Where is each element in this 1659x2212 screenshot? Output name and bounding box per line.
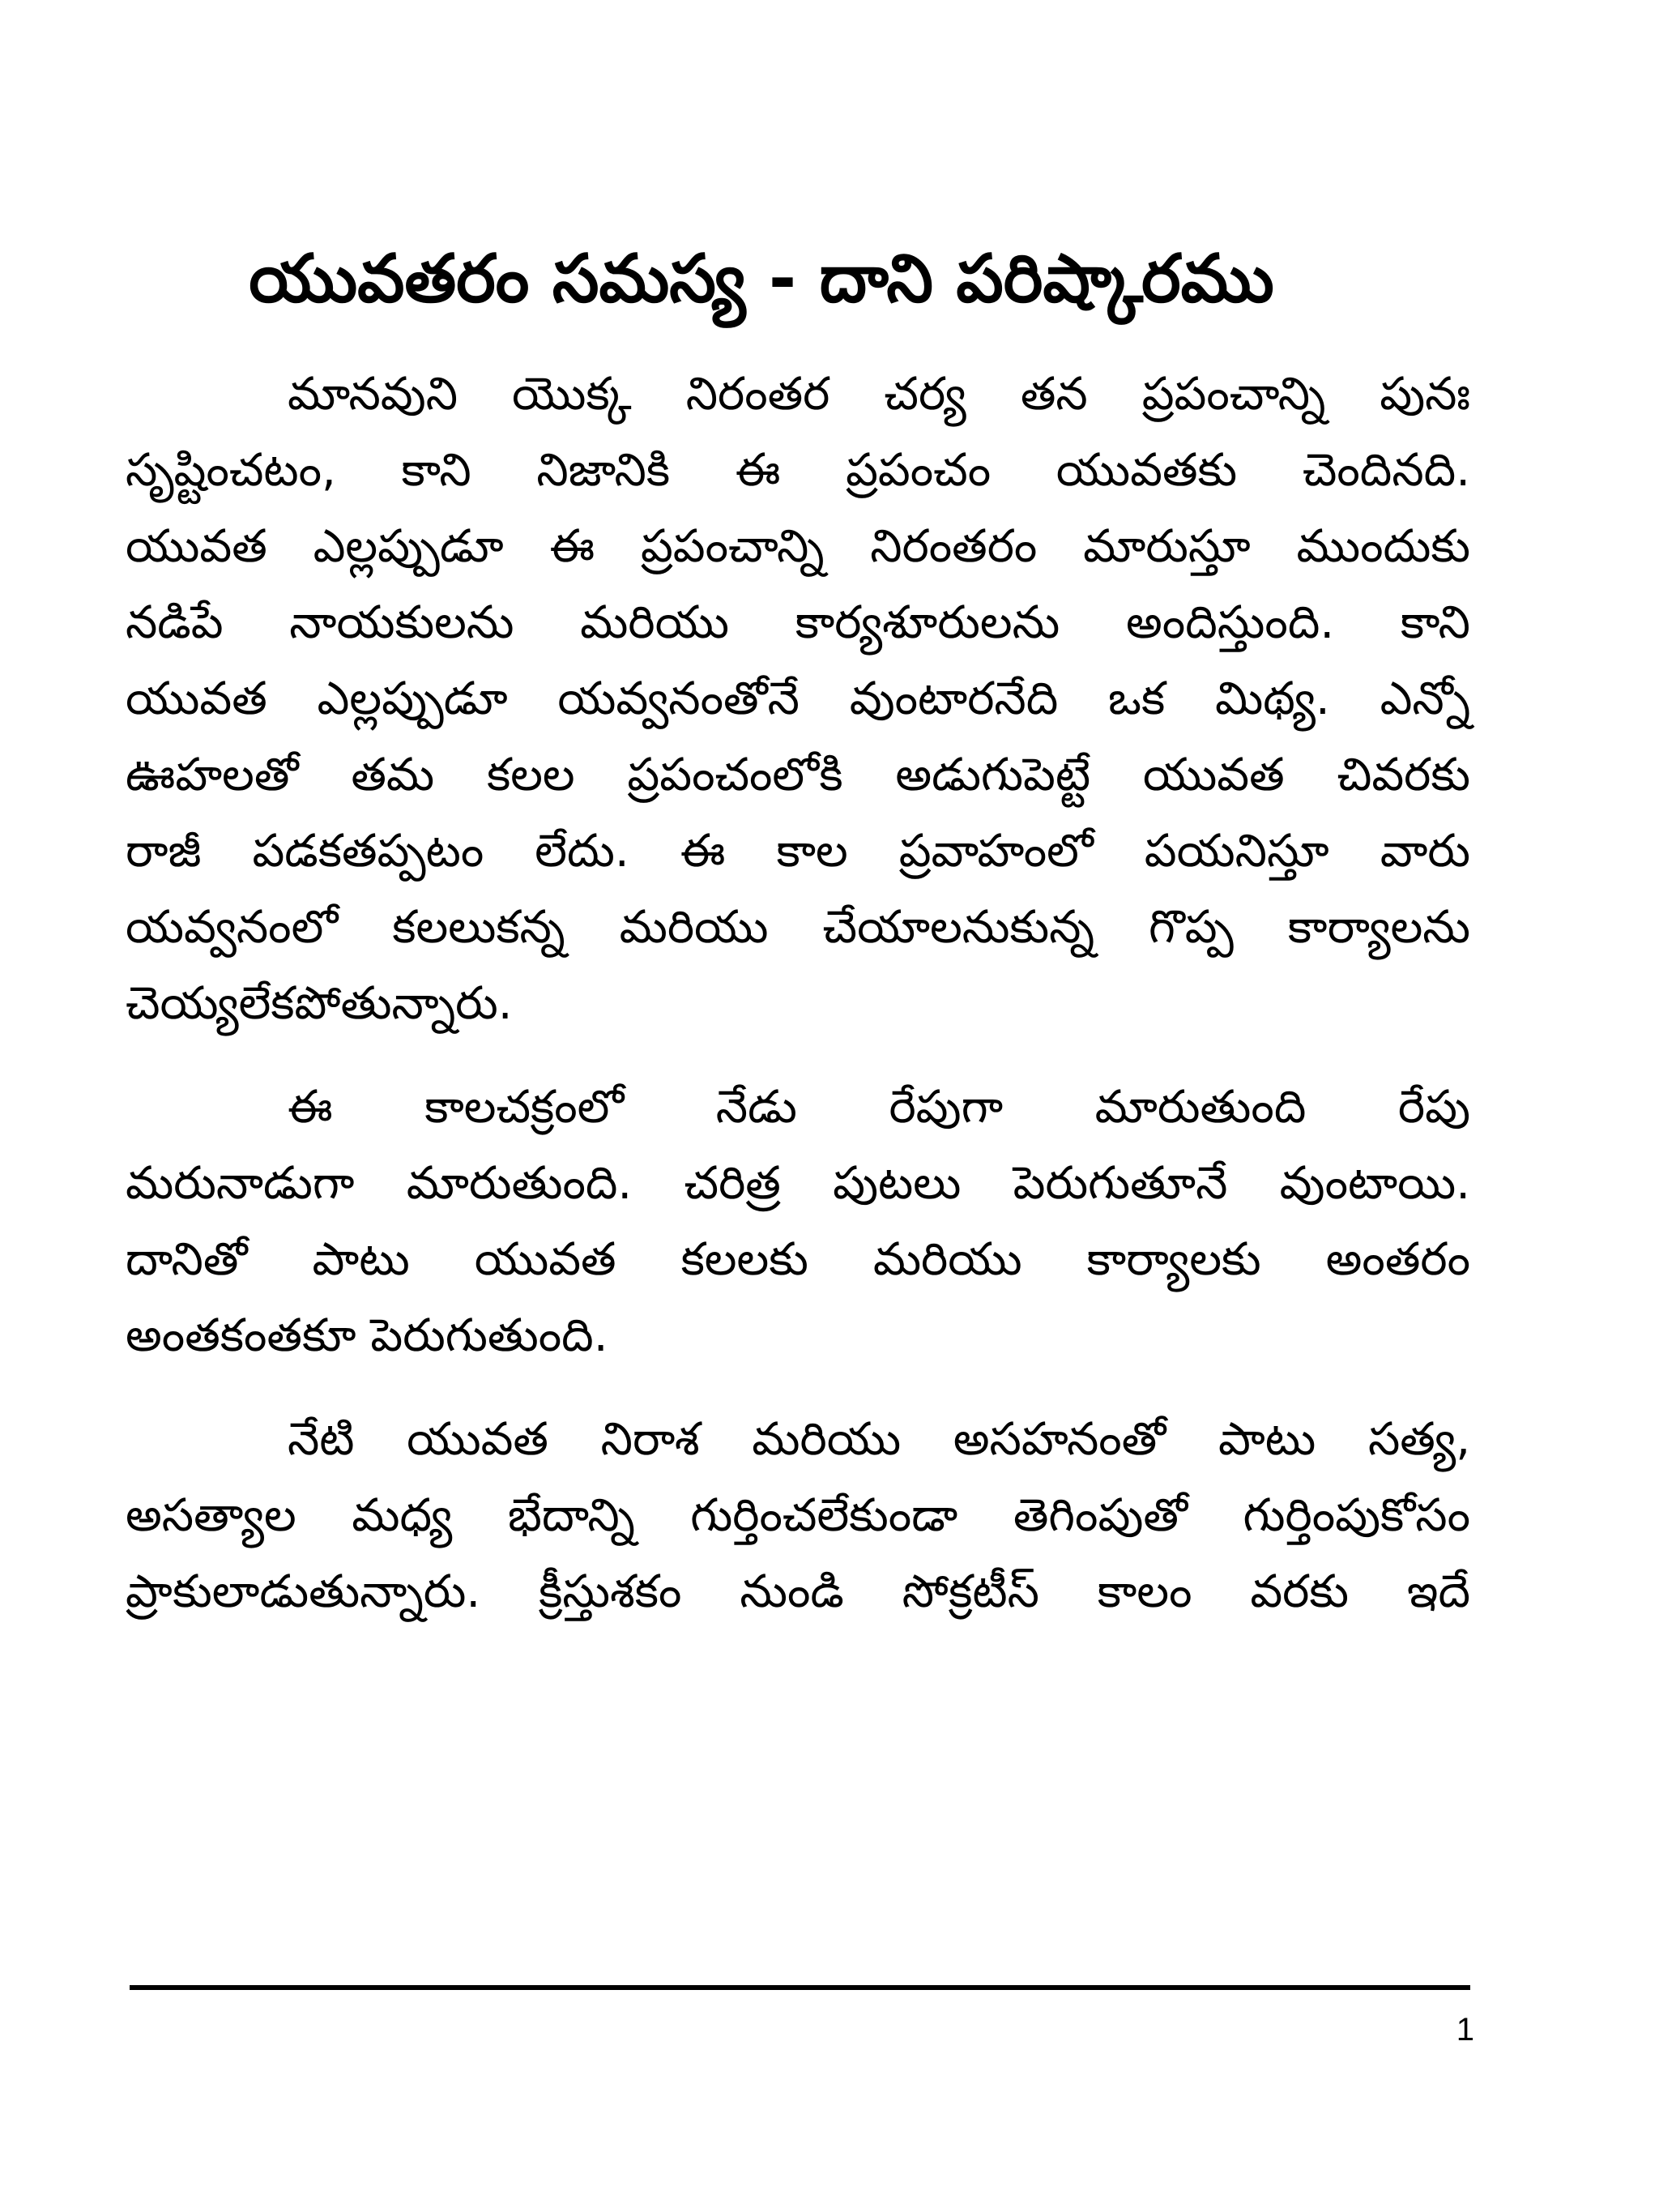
footer-divider [130,1985,1470,1990]
text-line: రాజీ పడకతప్పటం లేదు. ఈ కాల ప్రవాహంలో పయనిస్తూ వారు [126,825,1470,878]
page-number: 1 [1456,2012,1474,2048]
text-line: ఈ కాలచక్రంలో నేడు రేపుగా మారుతుంది రేపు [288,1081,1470,1134]
paragraph-gap [126,1374,1470,1402]
text-line: యువత ఎల్లప్పుడూ యవ్వనంతోనే వుంటారనేది ఒక మిథ్య. ఎన్నో [126,673,1470,725]
text-line: సృష్టించటం, కాని నిజానికి ఈ ప్రపంచం యువతకు చెందినది. [126,444,1470,497]
paragraph-gap [126,1042,1470,1070]
text-line: మరునాడుగా మారుతుంది. చరిత్ర పుటలు పెరుగుతూనే వుంటాయి. [126,1157,1470,1210]
text-line: నేటి యువత నిరాశ మరియు అసహనంతో పాటు సత్య, [288,1413,1470,1466]
text-line: అసత్యాల మధ్య భేదాన్ని గుర్తించలేకుండా తెగింపుతో గుర్తింపుకోసం [126,1489,1470,1542]
text-line: దానితో పాటు యువత కలలకు మరియు కార్యాలకు అంతరం [126,1233,1470,1286]
paragraph-3 [126,1402,1470,1630]
text-line: నడిపే నాయకులను మరియు కార్యశూరులను అందిస్తుంది. కాని [126,596,1470,649]
text-line: యువత ఎల్లప్పుడూ ఈ ప్రపంచాన్ని నిరంతరం మారుస్తూ ముందుకు [126,520,1470,573]
text-line: యవ్వనంలో కలలుకన్న మరియు చేయాలనుకున్న గొప్ప కార్యాలను [126,901,1470,954]
text-line: ఊహలతో తమ కలల ప్రపంచంలోకి అడుగుపెట్టే యువత చివరకు [126,749,1470,801]
text-line: ప్రాకులాడుతున్నారు. క్రీస్తుశకం నుండి సోక్రటీస్ కాలం వరకు ఇదే [126,1565,1470,1618]
page-title: యువతరం సమస్య - దాని పరిష్కారము [249,241,1274,318]
paragraph-1 [126,357,1470,1042]
paragraph-2 [126,1070,1470,1374]
text-line: చెయ్యలేకపోతున్నారు. [126,977,513,1030]
body-text [126,357,1470,1630]
text-line: మానవుని యొక్క నిరంతర చర్య తన ప్రపంచాన్ని పునః [288,368,1470,421]
text-line: అంతకంతకూ పెరుగుతుంది. [126,1309,608,1362]
